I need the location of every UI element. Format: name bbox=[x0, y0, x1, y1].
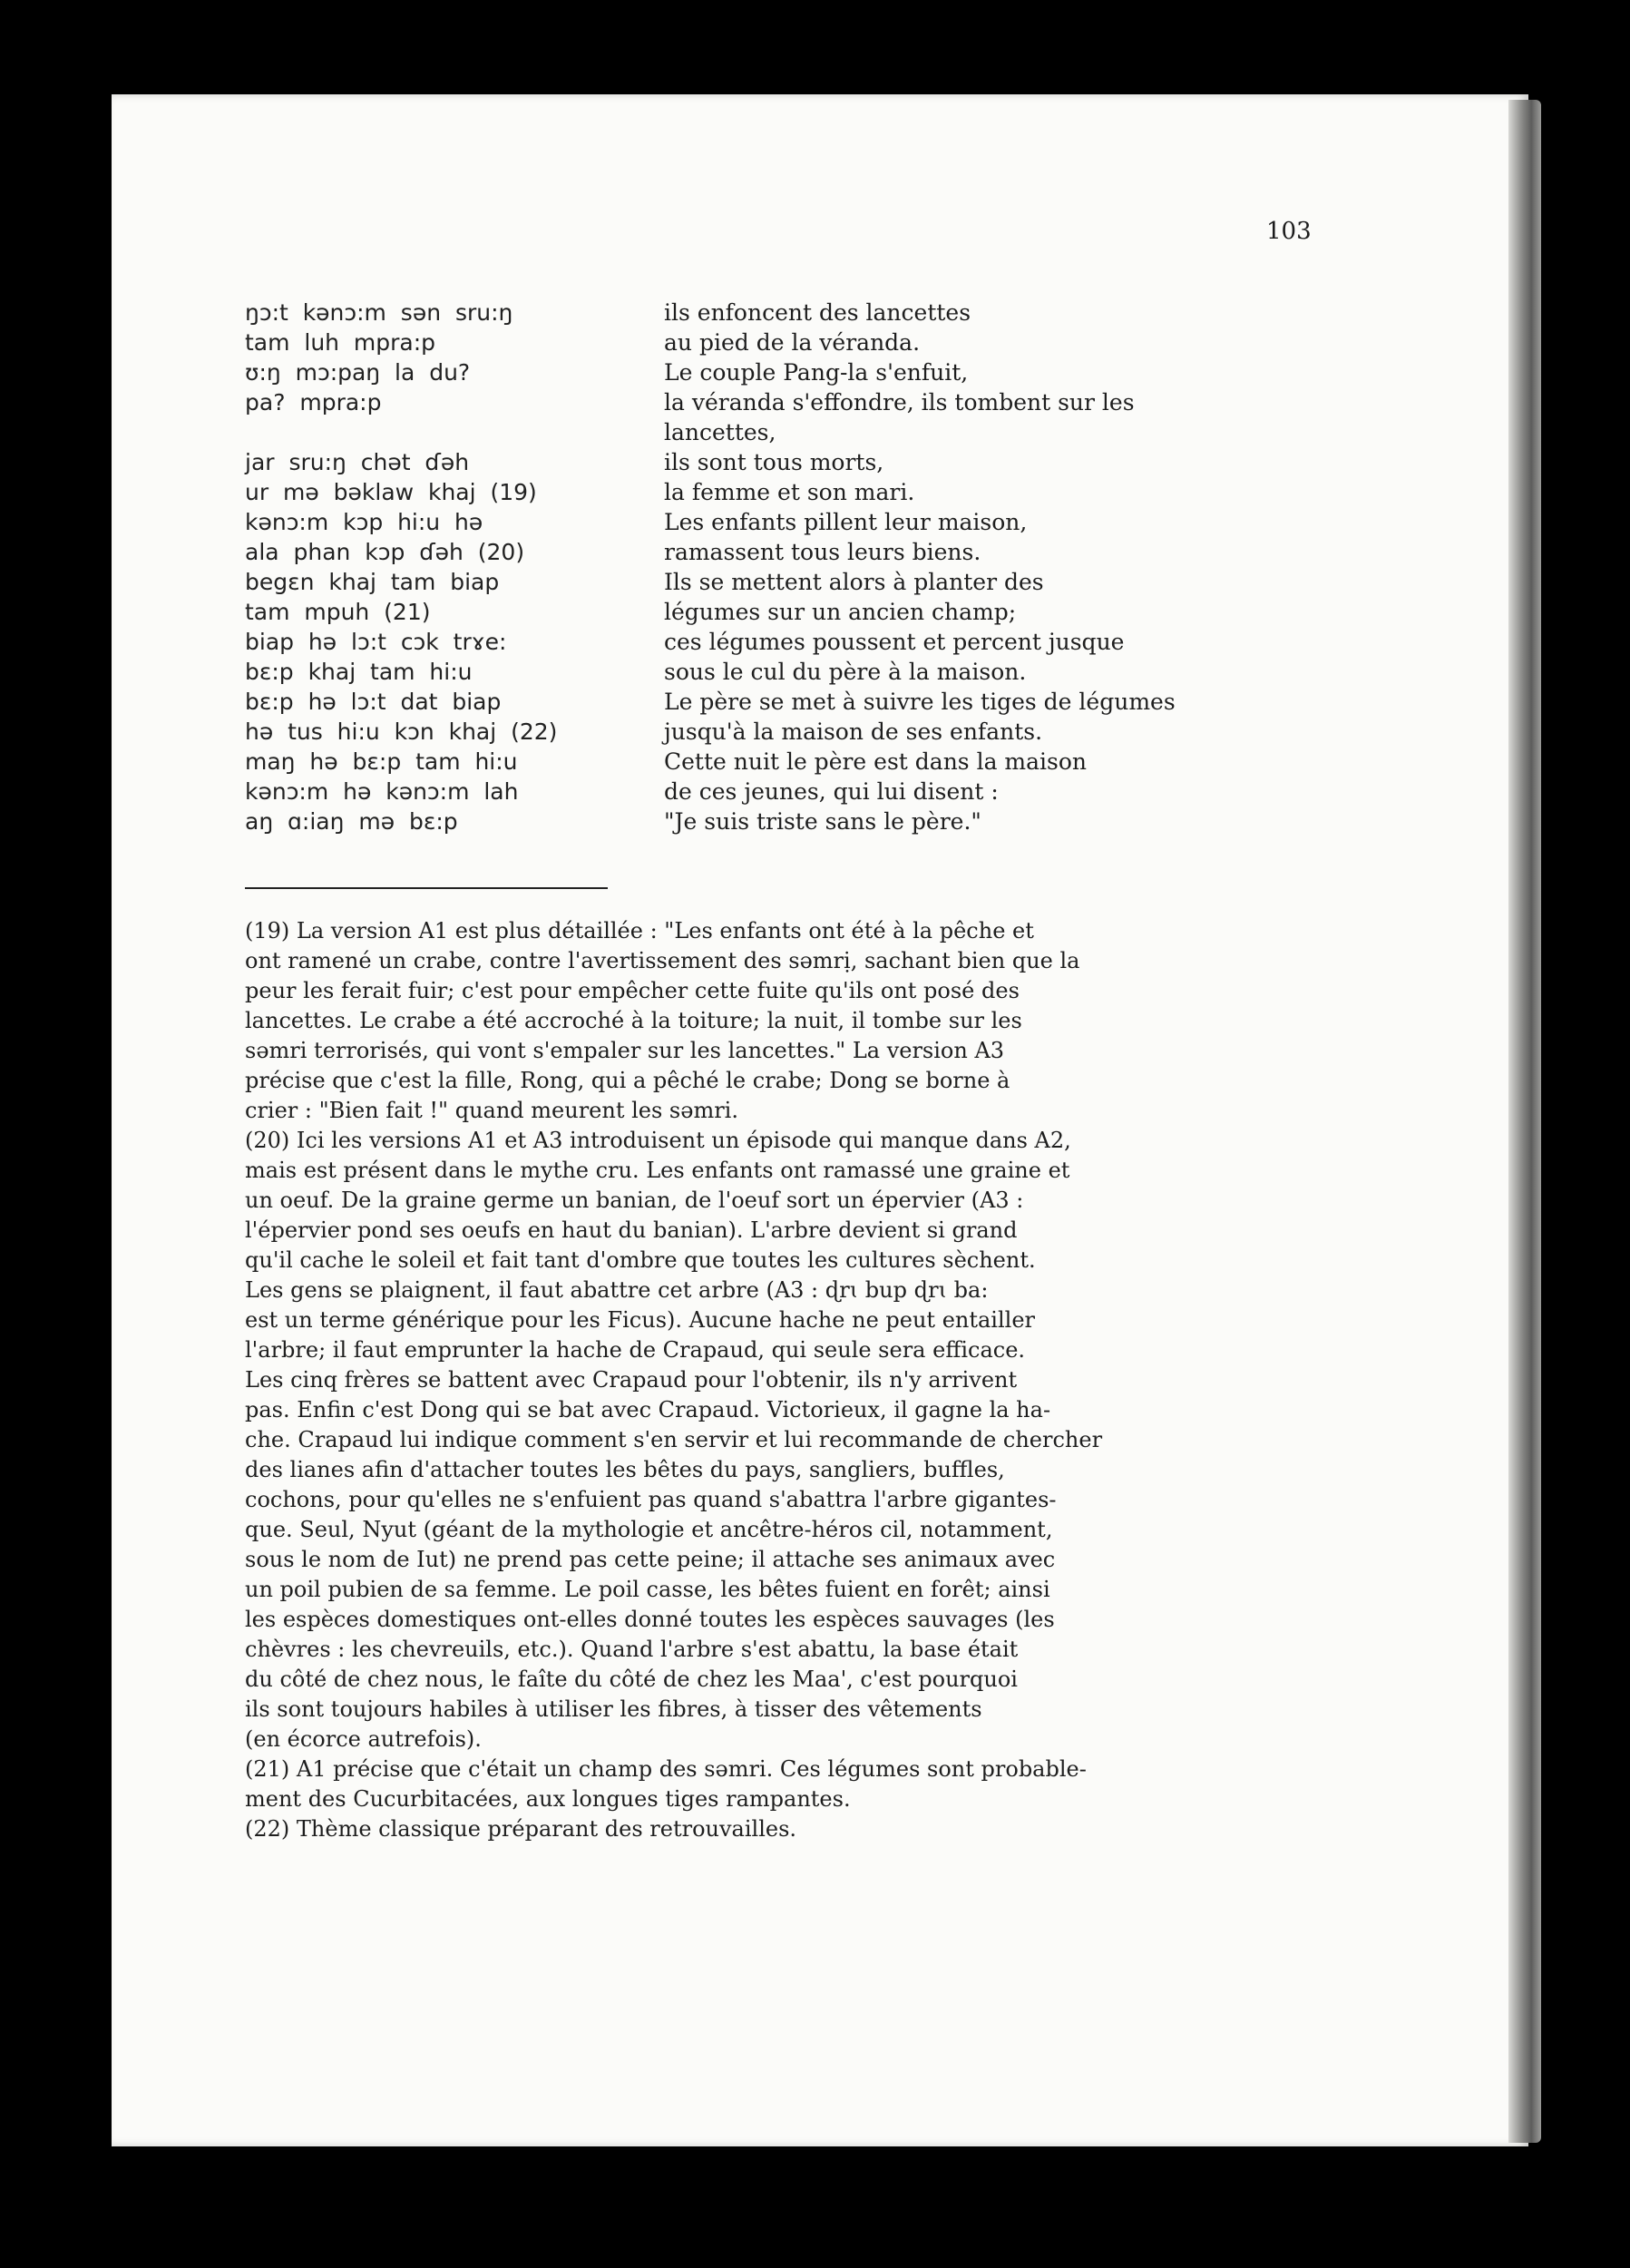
footnote-line: Les cinq frères se battent avec Crapaud pour l'obtenir, ils n'y arrivent bbox=[245, 1367, 1018, 1393]
vernacular-line: biap hə lɔ:t cɔk trɤe: bbox=[245, 629, 507, 655]
footnote-line: un poil pubien de sa femme. Le poil casse, les bêtes fuient en forêt; ainsi bbox=[245, 1577, 1050, 1602]
footnote-line: un oeuf. De la graine germe un banian, de l'oeuf sort un épervier (A3 : bbox=[245, 1188, 1024, 1213]
footnote-line: chèvres : les chevreuils, etc.). Quand l'arbre s'est abattu, la base était bbox=[245, 1637, 1019, 1662]
footnote-line: les espèces domestiques ont-elles donné toutes les espèces sauvages (les bbox=[245, 1607, 1055, 1632]
verse-row bbox=[245, 567, 1379, 597]
translation-line: ils enfoncent des lancettes bbox=[664, 299, 971, 326]
footnote-line: mais est présent dans le mythe cru. Les enfants ont ramassé une graine et bbox=[245, 1158, 1070, 1183]
verse-row bbox=[245, 298, 1379, 327]
footnote-line: (20) Ici les versions A1 et A3 introduisent un épisode qui manque dans A2, bbox=[245, 1128, 1071, 1153]
translation-line: Les enfants pillent leur maison, bbox=[664, 509, 1028, 535]
footnote-line: ont ramené un crabe, contre l'avertissement des səmrị, sachant bien que la bbox=[245, 948, 1080, 973]
vernacular-line: aŋ ɑ:iaŋ mə bɛ:p bbox=[245, 808, 458, 835]
verse-row bbox=[245, 597, 1379, 627]
vernacular-line: ŋɔ:t kənɔ:m sən sru:ŋ bbox=[245, 299, 513, 326]
footnote-rule bbox=[245, 887, 608, 889]
footnote-line: précise que c'est la fille, Rong, qui a pêché le crabe; Dong se borne à bbox=[245, 1068, 1010, 1093]
page-number: 103 bbox=[1266, 218, 1312, 245]
verse-row bbox=[245, 657, 1379, 687]
vernacular-line: kənɔ:m hə kənɔ:m lah bbox=[245, 778, 519, 805]
translation-line: lancettes, bbox=[664, 419, 776, 445]
translation-line: de ces jeunes, qui lui disent : bbox=[664, 778, 999, 805]
translation-line: légumes sur un ancien champ; bbox=[664, 599, 1017, 625]
verse-row bbox=[245, 387, 1379, 417]
footnote-line: du côté de chez nous, le faîte du côté de chez les Maa', c'est pourquoi bbox=[245, 1667, 1018, 1692]
verse-row bbox=[245, 507, 1379, 537]
verse-row bbox=[245, 357, 1379, 387]
vernacular-line: bɛ:p khaj tam hi:u bbox=[245, 659, 473, 685]
translation-line: Le couple Pang-la s'enfuit, bbox=[664, 359, 969, 386]
vernacular-line: tam luh mpra:p bbox=[245, 329, 436, 356]
vernacular-line: bɛ:p hə lɔ:t dat biap bbox=[245, 689, 502, 715]
vernacular-line: hə tus hi:u kɔn khaj (22) bbox=[245, 719, 558, 745]
footnote-line: qu'il cache le soleil et fait tant d'ombre que toutes les cultures sèchent. bbox=[245, 1247, 1036, 1273]
footnote-line: est un terme générique pour les Ficus). Aucune hache ne peut entailler bbox=[245, 1307, 1036, 1333]
verse-row bbox=[245, 627, 1379, 657]
verse-row bbox=[245, 477, 1379, 507]
footnote-line: səmri terrorisés, qui vont s'empaler sur les lancettes." La version A3 bbox=[245, 1038, 1005, 1063]
vernacular-line: kənɔ:m kɔp hi:u hə bbox=[245, 509, 483, 535]
vernacular-line: ala phan kɔp ɗəh (20) bbox=[245, 539, 525, 565]
translation-line: jusqu'à la maison de ses enfants. bbox=[664, 719, 1043, 745]
footnote-line: peur les ferait fuir; c'est pour empêcher cette fuite qu'ils ont posé des bbox=[245, 978, 1020, 1003]
verse-row bbox=[245, 747, 1379, 777]
footnote-line: ils sont toujours habiles à utiliser les fibres, à tisser des vêtements bbox=[245, 1696, 982, 1722]
translation-line: la véranda s'effondre, ils tombent sur les bbox=[664, 389, 1135, 415]
verse-row bbox=[245, 687, 1379, 717]
translation-line: "Je suis triste sans le père." bbox=[664, 808, 981, 835]
translation-line: la femme et son mari. bbox=[664, 479, 915, 505]
footnote-line: des lianes afin d'attacher toutes les bêtes du pays, sangliers, buffles, bbox=[245, 1457, 1005, 1482]
footnote-line: (en écorce autrefois). bbox=[245, 1726, 482, 1752]
vernacular-line: jar sru:ŋ chət ɗəh bbox=[245, 449, 470, 475]
verse-row bbox=[245, 777, 1379, 807]
footnote-line: (22) Thème classique préparant des retrouvailles. bbox=[245, 1816, 797, 1842]
footnote-line: Les gens se plaignent, il faut abattre cet arbre (A3 : ɖrɩ bup ɖrɩ ba: bbox=[245, 1277, 989, 1303]
translation-line: au pied de la véranda. bbox=[664, 329, 921, 356]
vernacular-line: pa? mpra:p bbox=[245, 389, 382, 415]
vernacular-line: ur mə bəklaw khaj (19) bbox=[245, 479, 537, 505]
verse-row bbox=[245, 417, 1379, 447]
verse-row bbox=[245, 447, 1379, 477]
footnote-line: crier : "Bien fait !" quand meurent les səmri. bbox=[245, 1098, 738, 1123]
vernacular-line: begɛn khaj tam biap bbox=[245, 569, 500, 595]
vernacular-line: tam mpuh (21) bbox=[245, 599, 431, 625]
vernacular-line: ʊ:ŋ mɔ:paŋ la du? bbox=[245, 359, 471, 386]
verse-row bbox=[245, 327, 1379, 357]
footnote-line: lancettes. Le crabe a été accroché à la toiture; la nuit, il tombe sur les bbox=[245, 1008, 1022, 1033]
footnote-line: (21) A1 précise que c'était un champ des səmri. Ces légumes sont probable- bbox=[245, 1756, 1087, 1782]
footnote-line: l'épervier pond ses oeufs en haut du banian). L'arbre devient si grand bbox=[245, 1217, 1018, 1243]
translation-line: ils sont tous morts, bbox=[664, 449, 884, 475]
footnote-line: l'arbre; il faut emprunter la hache de Crapaud, qui seule sera efficace. bbox=[245, 1337, 1026, 1363]
translation-line: ces légumes poussent et percent jusque bbox=[664, 629, 1125, 655]
footnotes bbox=[245, 916, 1379, 1844]
footnote-line: (19) La version A1 est plus détaillée : "Les enfants ont été à la pêche et bbox=[245, 918, 1034, 943]
footnote-line: sous le nom de Iut) ne prend pas cette peine; il attache ses animaux avec bbox=[245, 1547, 1056, 1572]
translation-line: sous le cul du père à la maison. bbox=[664, 659, 1027, 685]
footnote-line: ment des Cucurbitacées, aux longues tiges rampantes. bbox=[245, 1786, 851, 1812]
footnote-line: che. Crapaud lui indique comment s'en servir et lui recommande de chercher bbox=[245, 1427, 1103, 1452]
verse-row bbox=[245, 807, 1379, 836]
vernacular-line: maŋ hə bɛ:p tam hi:u bbox=[245, 748, 518, 775]
page-edge bbox=[1508, 100, 1541, 2143]
translation-line: Le père se met à suivre les tiges de légumes bbox=[664, 689, 1176, 715]
verse-row bbox=[245, 717, 1379, 747]
translation-line: Cette nuit le père est dans la maison bbox=[664, 748, 1088, 775]
footnote-line: cochons, pour qu'elles ne s'enfuient pas quand s'abattra l'arbre gigantes- bbox=[245, 1487, 1057, 1512]
verse-row bbox=[245, 537, 1379, 567]
translation-line: Ils se mettent alors à planter des bbox=[664, 569, 1044, 595]
verse-table bbox=[245, 298, 1379, 836]
translation-line: ramassent tous leurs biens. bbox=[664, 539, 981, 565]
footnote-line: pas. Enfin c'est Dong qui se bat avec Crapaud. Victorieux, il gagne la ha- bbox=[245, 1397, 1051, 1422]
footnote-line: que. Seul, Nyut (géant de la mythologie et ancêtre-héros cil, notamment, bbox=[245, 1517, 1053, 1542]
